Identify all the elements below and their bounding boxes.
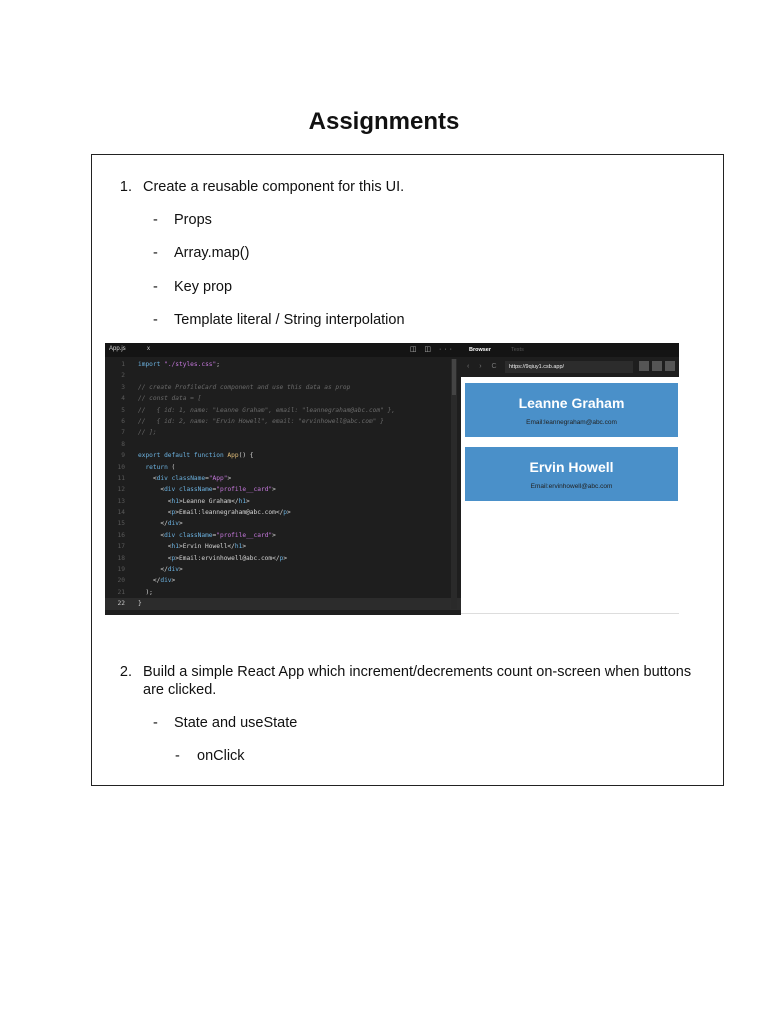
code-text: export default function App() {: [138, 452, 254, 460]
line-number: 9: [121, 452, 125, 460]
code-line: [105, 416, 461, 427]
code-lines: [105, 359, 461, 610]
menu-icon[interactable]: [665, 361, 675, 371]
line-number: 7: [121, 429, 125, 437]
code-line: [105, 518, 461, 529]
bullet-text: Key prop: [174, 279, 233, 295]
code-line: [105, 427, 461, 438]
dash-bullet: -: [153, 715, 158, 731]
code-text: <p>Email:ervinhowell@abc.com</p>: [138, 554, 288, 562]
card-email: Email:leannegraham@abc.com: [526, 419, 617, 426]
editor-tab-bar: [105, 343, 461, 357]
code-line: [105, 405, 461, 416]
editor-tab[interactable]: App.js: [109, 346, 126, 352]
bullet-text: State and useState: [174, 715, 298, 731]
dash-bullet: -: [153, 312, 158, 328]
divider: [461, 613, 679, 614]
bullet-text: Props: [174, 212, 212, 228]
code-text: // { id: 2, name: "Ervin Howell", email: "ervinhowell@abc.com" }: [138, 417, 384, 425]
code-line: [105, 507, 461, 518]
code-line: [105, 553, 461, 564]
bullet-text: Array.map(): [174, 245, 250, 261]
assignment-text: are clicked.: [143, 682, 217, 698]
line-number: 19: [117, 566, 125, 574]
profile-card: [465, 383, 678, 437]
line-number: 14: [117, 509, 125, 517]
assignment-text: Create a reusable component for this UI.: [143, 179, 405, 195]
code-line: [105, 484, 461, 495]
line-number: 10: [117, 463, 125, 471]
line-number: 4: [121, 395, 125, 403]
card-name: Leanne Graham: [518, 395, 625, 411]
line-number: 20: [117, 577, 125, 585]
code-line: [105, 496, 461, 507]
assignment-text: Build a simple React App which increment/decrements count on-screen when buttons: [143, 664, 692, 680]
code-text: // const data = [: [138, 395, 202, 403]
nav-icons[interactable]: ‹ › C: [467, 363, 501, 370]
line-number: 15: [117, 520, 125, 528]
code-line: [105, 598, 461, 609]
code-text: // create ProfileCard component and use this data as prop: [138, 383, 351, 391]
code-text: // { id: 1, name: "Leanne Graham", email: "leannegraham@abc.com" },: [138, 406, 396, 414]
code-line: [105, 359, 461, 370]
dash-bullet: -: [153, 245, 158, 261]
code-text: <div className="profile__card">: [138, 531, 276, 539]
tab-browser[interactable]: Browser: [469, 347, 492, 353]
code-line: [105, 587, 461, 598]
line-number: 12: [117, 486, 125, 494]
close-icon[interactable]: x: [147, 346, 150, 352]
editor-toolbar-icons[interactable]: ◫ ◫ ···: [409, 346, 455, 353]
code-text: // ];: [138, 429, 157, 437]
line-number: 5: [121, 406, 125, 414]
code-line: [105, 382, 461, 393]
bullet-text: Template literal / String interpolation: [174, 312, 405, 328]
browser-address-bar: [461, 357, 679, 377]
code-text: import "./styles.css";: [138, 361, 220, 368]
card-name: Ervin Howell: [529, 459, 614, 475]
card-email: Email:ervinhowell@abc.com: [530, 483, 613, 490]
url-field[interactable]: https://9qiuy1.csb.app/: [505, 361, 633, 373]
line-number: 16: [117, 531, 125, 539]
code-line: [105, 393, 461, 404]
line-number: 18: [117, 554, 125, 562]
bullet-text: onClick: [197, 748, 245, 764]
code-line: [105, 530, 461, 541]
refresh-icon[interactable]: [652, 361, 662, 371]
line-number: 8: [121, 440, 125, 448]
line-number: 17: [117, 543, 125, 551]
code-text: </div>: [138, 566, 183, 574]
line-number: 21: [117, 588, 125, 596]
code-text: <h1>Leanne Graham</h1>: [138, 497, 250, 505]
code-text: <p>Email:leannegraham@abc.com</p>: [138, 509, 291, 517]
code-line: [105, 462, 461, 473]
code-text: );: [138, 588, 153, 596]
code-text: return (: [145, 463, 176, 471]
code-text: <div className="profile__card">: [138, 486, 276, 494]
code-line: [105, 541, 461, 552]
code-line: [105, 439, 461, 450]
code-text: </div>: [138, 520, 183, 528]
dash-bullet: -: [153, 212, 158, 228]
assignment-number: 1.: [119, 179, 132, 195]
line-number: 13: [117, 497, 125, 505]
code-preview-screenshot: [105, 343, 679, 615]
line-number: 6: [121, 417, 125, 425]
assignments-box: [91, 154, 724, 786]
code-text: }: [138, 600, 142, 608]
code-text: </div>: [138, 577, 176, 585]
code-text: <div className="App">: [138, 474, 232, 482]
scrollbar-thumb[interactable]: [452, 359, 456, 395]
dash-bullet: -: [153, 279, 158, 295]
profile-card: [465, 447, 678, 501]
page-title: Assignments: [308, 108, 460, 135]
preview-browser: [461, 343, 679, 615]
line-number: 2: [121, 372, 125, 380]
code-editor: [105, 343, 461, 615]
line-number: 3: [121, 383, 125, 391]
code-line: [105, 370, 461, 381]
browser-tab-bar: [461, 343, 679, 357]
assignment-number: 2.: [119, 664, 132, 680]
scrollbar[interactable]: [451, 359, 457, 609]
line-number: 11: [117, 474, 125, 482]
code-line: [105, 473, 461, 484]
code-text: <h1>Ervin Howell</h1>: [138, 543, 247, 551]
dash-bullet: -: [175, 748, 180, 764]
line-number: 22: [117, 600, 125, 608]
code-line: [105, 564, 461, 575]
open-icon[interactable]: [639, 361, 649, 371]
tab-tests[interactable]: Tests: [511, 347, 524, 353]
code-line: [105, 575, 461, 586]
line-number: 1: [121, 361, 125, 368]
code-line: [105, 450, 461, 461]
